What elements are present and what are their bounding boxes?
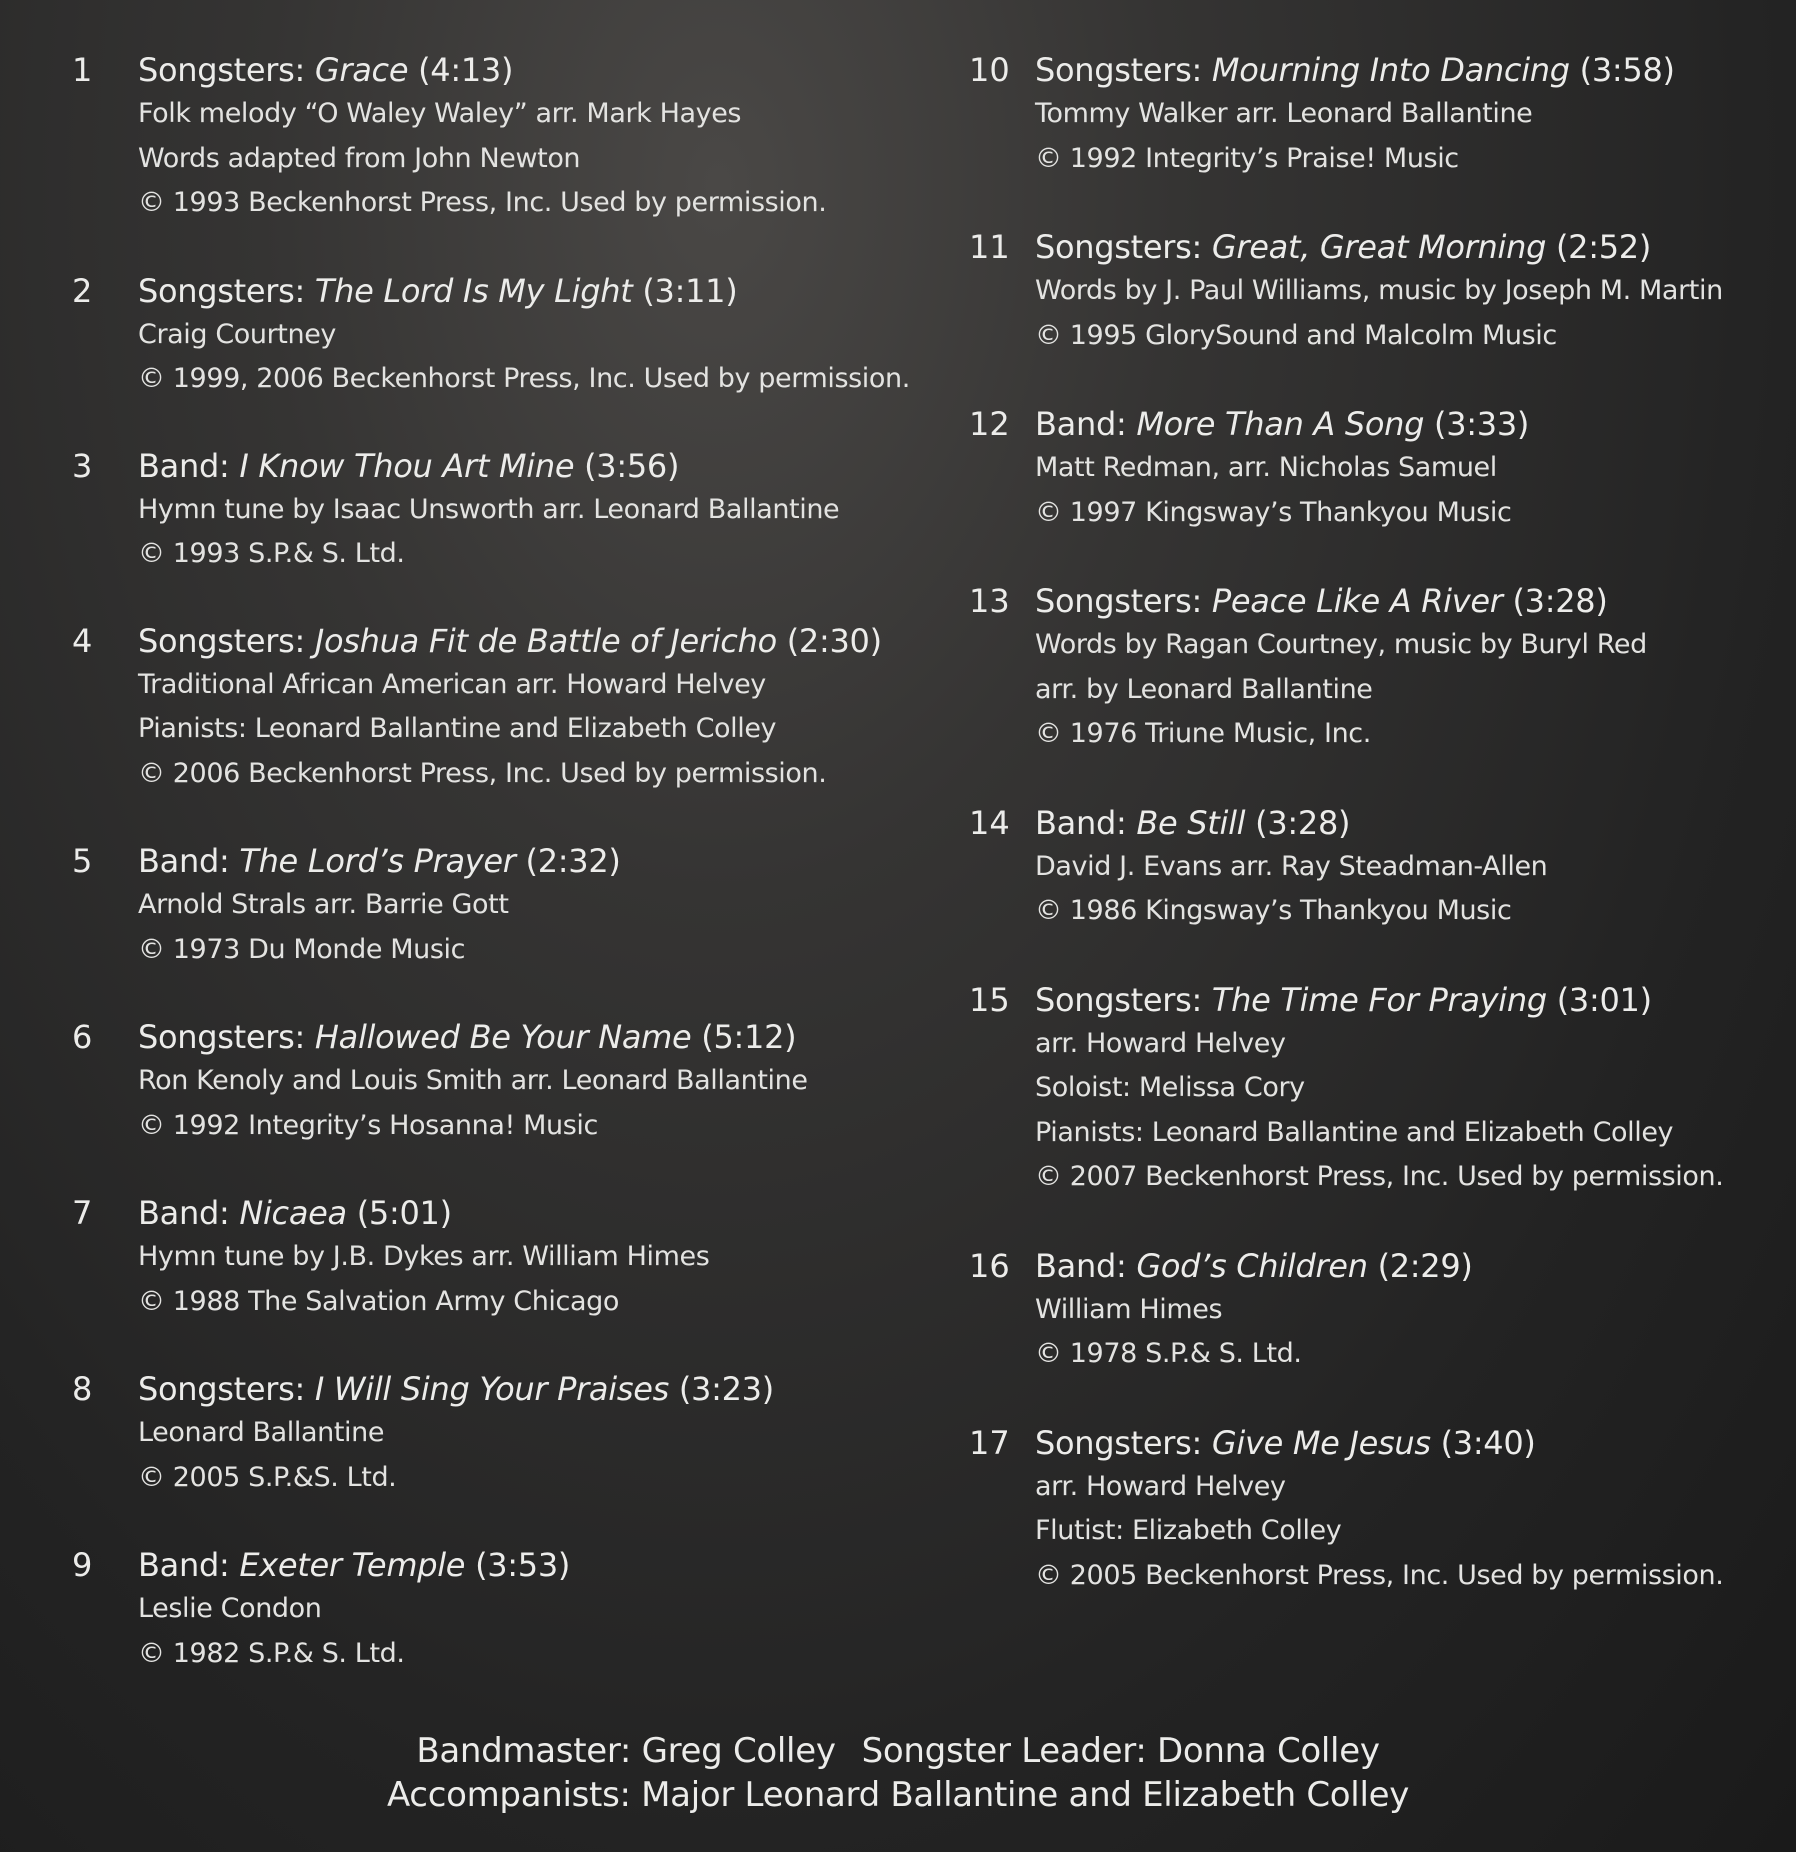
track-title: Give Me Jesus: [1211, 1423, 1431, 1462]
track-heading: [138, 839, 952, 883]
track-title: Great, Great Morning: [1211, 228, 1547, 266]
track-item: [72, 444, 952, 577]
track-heading: [138, 48, 952, 92]
track-duration: (2:52): [1556, 228, 1652, 266]
accompanists-credit: Accompanists: Major Leonard Ballantine and Elizabeth Colley: [386, 1775, 1410, 1815]
track-number: 15: [969, 980, 1010, 1019]
track-copyright: © 2006 Beckenhorst Press, Inc. Used by permission.: [138, 757, 827, 789]
track-duration: (3:58): [1579, 51, 1675, 89]
track-ensemble: Songsters:: [138, 51, 306, 89]
track-heading: [138, 1543, 952, 1587]
track-ensemble: Songsters:: [138, 621, 306, 660]
track-heading: [138, 269, 952, 313]
track-title: The Time For Praying: [1211, 980, 1547, 1019]
track-item: [969, 801, 1769, 934]
track-title: God’s Children: [1136, 1246, 1368, 1285]
track-credit: Words by J. Paul Williams, music by Joseph M. Martin: [1035, 275, 1723, 306]
track-copyright: © 1978 S.P.& S. Ltd.: [1035, 1338, 1302, 1369]
track-title: Peace Like A River: [1211, 582, 1503, 620]
track-copyright: © 1999, 2006 Beckenhorst Press, Inc. Used by permission.: [138, 363, 910, 394]
track-credit: Flutist: Elizabeth Colley: [1035, 1515, 1342, 1546]
track-title: Exeter Temple: [239, 1546, 466, 1584]
track-credit: Leonard Ballantine: [138, 1417, 385, 1448]
track-title: Hallowed Be Your Name: [314, 1018, 692, 1056]
track-credit: Folk melody “O Waley Waley” arr. Mark Hayes: [138, 98, 742, 129]
track-number: 17: [969, 1423, 1010, 1462]
track-ensemble: Songsters:: [1035, 51, 1203, 89]
track-copyright: © 2005 S.P.&S. Ltd.: [138, 1461, 397, 1493]
track-copyright: © 1988 The Salvation Army Chicago: [138, 1285, 619, 1317]
bandmaster-credit: Bandmaster: Greg Colley: [416, 1731, 836, 1771]
track-heading: [1035, 48, 1769, 92]
track-heading: [1035, 1421, 1769, 1465]
track-title: Mourning Into Dancing: [1211, 51, 1570, 89]
track-copyright: © 1992 Integrity’s Praise! Music: [1035, 142, 1459, 174]
track-credit: Soloist: Melissa Cory: [1035, 1072, 1305, 1103]
track-duration: (2:29): [1377, 1246, 1473, 1285]
track-item: [72, 619, 952, 797]
track-number: 1: [72, 51, 93, 89]
track-credit: Craig Courtney: [138, 318, 336, 350]
track-title: More Than A Song: [1136, 405, 1425, 443]
track-credit: arr. Howard Helvey: [1035, 1027, 1286, 1059]
track-ensemble: Songsters:: [1035, 228, 1203, 266]
track-item: [72, 48, 952, 226]
track-number: 8: [72, 1370, 93, 1408]
track-credit: William Himes: [1035, 1293, 1223, 1325]
track-number: 5: [72, 842, 93, 880]
track-title: Nicaea: [239, 1194, 347, 1232]
track-ensemble: Band:: [138, 446, 230, 485]
track-heading: [138, 619, 952, 663]
track-heading: [1035, 402, 1769, 446]
track-heading: [138, 1367, 952, 1411]
track-title: The Lord Is My Light: [314, 271, 633, 310]
track-title: Joshua Fit de Battle of Jericho: [314, 621, 777, 660]
track-credit: Hymn tune by J.B. Dykes arr. William Himes: [138, 1241, 710, 1272]
track-copyright: © 1973 Du Monde Music: [138, 933, 466, 965]
track-ensemble: Songsters:: [1035, 1423, 1203, 1462]
track-ensemble: Songsters:: [138, 1370, 306, 1408]
ensemble-credits: [0, 1729, 1796, 1817]
track-title: Be Still: [1136, 803, 1246, 842]
track-ensemble: Songsters:: [138, 1018, 306, 1056]
track-credit: David J. Evans arr. Ray Steadman-Allen: [1035, 850, 1548, 882]
track-credit: Tommy Walker arr. Leonard Ballantine: [1035, 98, 1533, 129]
track-list-left: [72, 48, 952, 1676]
track-credit: Pianists: Leonard Ballantine and Elizabeth Colley: [1035, 1116, 1674, 1148]
track-credit: Pianists: Leonard Ballantine and Elizabeth Colley: [138, 713, 777, 744]
track-list-right: [969, 48, 1769, 1598]
track-duration: (3:28): [1255, 803, 1351, 842]
track-credit: Matt Redman, arr. Nicholas Samuel: [1035, 452, 1497, 483]
track-number: 13: [969, 582, 1010, 620]
track-number: 7: [72, 1194, 93, 1232]
track-number: 6: [72, 1018, 93, 1056]
track-heading: [1035, 1244, 1769, 1288]
track-ensemble: Band:: [1035, 1246, 1127, 1285]
track-copyright: © 1997 Kingsway’s Thankyou Music: [1035, 496, 1512, 528]
track-credit: Ron Kenoly and Louis Smith arr. Leonard Ballantine: [138, 1065, 808, 1096]
track-credit: Leslie Condon: [138, 1593, 322, 1624]
track-item: [72, 1191, 952, 1324]
track-ensemble: Band:: [138, 1194, 230, 1232]
track-number: 4: [72, 621, 93, 660]
track-item: [72, 269, 952, 402]
leaders-line: [0, 1729, 1796, 1773]
track-title: I Know Thou Art Mine: [239, 446, 575, 485]
track-heading: [138, 444, 952, 488]
track-duration: (3:53): [475, 1546, 571, 1584]
track-duration: (5:01): [356, 1194, 452, 1232]
track-credit: Traditional African American arr. Howard Helvey: [138, 668, 766, 700]
track-credit: arr. by Leonard Ballantine: [1035, 673, 1373, 705]
track-ensemble: Songsters:: [1035, 980, 1203, 1019]
track-title: The Lord’s Prayer: [239, 842, 516, 880]
track-number: 14: [969, 803, 1010, 842]
track-copyright: © 2005 Beckenhorst Press, Inc. Used by permission.: [1035, 1559, 1724, 1591]
track-duration: (3:28): [1512, 582, 1608, 620]
track-duration: (3:33): [1434, 405, 1530, 443]
track-copyright: © 1993 Beckenhorst Press, Inc. Used by permission.: [138, 187, 827, 218]
track-item: [72, 1015, 952, 1148]
track-duration: (3:23): [678, 1370, 774, 1408]
track-ensemble: Band:: [138, 842, 230, 880]
track-number: 3: [72, 446, 93, 485]
track-heading: [138, 1015, 952, 1059]
track-copyright: © 1986 Kingsway’s Thankyou Music: [1035, 895, 1512, 926]
songster-leader-credit: Songster Leader: Donna Colley: [861, 1731, 1380, 1771]
track-copyright: © 1993 S.P.& S. Ltd.: [138, 538, 405, 569]
track-heading: [1035, 579, 1769, 623]
track-ensemble: Band:: [1035, 405, 1127, 443]
track-duration: (5:12): [701, 1018, 797, 1056]
track-credit: Words by Ragan Courtney, music by Buryl Red: [1035, 629, 1647, 660]
track-item: [72, 1367, 952, 1500]
track-title: I Will Sing Your Praises: [314, 1370, 669, 1408]
track-ensemble: Band:: [138, 1546, 230, 1584]
track-item: [969, 402, 1769, 535]
track-credit: arr. Howard Helvey: [1035, 1470, 1286, 1502]
track-number: 2: [72, 271, 93, 310]
track-item: [969, 1421, 1769, 1599]
track-duration: (3:40): [1440, 1423, 1536, 1462]
track-heading: [1035, 978, 1769, 1022]
track-item: [969, 48, 1769, 181]
track-number: 11: [969, 228, 1010, 266]
track-credit: Hymn tune by Isaac Unsworth arr. Leonard Ballantine: [138, 493, 840, 525]
track-title: Grace: [314, 51, 409, 89]
track-copyright: © 2007 Beckenhorst Press, Inc. Used by permission.: [1035, 1161, 1724, 1192]
track-item: [72, 839, 952, 972]
track-credit: Arnold Strals arr. Barrie Gott: [138, 889, 509, 920]
track-number: 16: [969, 1246, 1010, 1285]
track-number: 9: [72, 1546, 93, 1584]
track-copyright: © 1995 GlorySound and Malcolm Music: [1035, 319, 1557, 351]
track-number: 12: [969, 405, 1010, 443]
track-copyright: © 1976 Triune Music, Inc.: [1035, 718, 1371, 749]
track-item: [969, 1244, 1769, 1377]
track-duration: (2:32): [525, 842, 621, 880]
track-ensemble: Band:: [1035, 803, 1127, 842]
track-number: 10: [969, 51, 1010, 89]
track-ensemble: Songsters:: [138, 271, 306, 310]
track-item: [969, 978, 1769, 1200]
track-heading: [138, 1191, 952, 1235]
track-copyright: © 1982 S.P.& S. Ltd.: [138, 1637, 405, 1669]
track-ensemble: Songsters:: [1035, 582, 1203, 620]
track-item: [969, 579, 1769, 757]
track-item: [969, 225, 1769, 358]
track-duration: (4:13): [418, 51, 514, 89]
track-duration: (2:30): [786, 621, 882, 660]
track-copyright: © 1992 Integrity’s Hosanna! Music: [138, 1109, 598, 1141]
track-heading: [1035, 225, 1769, 269]
track-duration: (3:01): [1556, 980, 1652, 1019]
track-credit: Words adapted from John Newton: [138, 142, 581, 174]
track-heading: [1035, 801, 1769, 845]
track-duration: (3:56): [584, 446, 680, 485]
track-item: [72, 1543, 952, 1676]
track-duration: (3:11): [642, 271, 738, 310]
